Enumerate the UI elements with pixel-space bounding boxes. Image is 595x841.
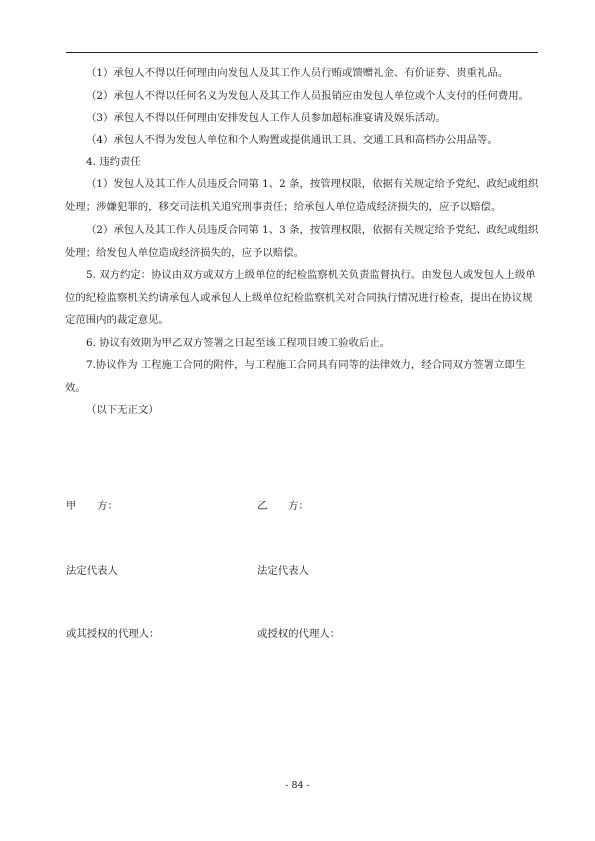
clause-1-4: （4）承包人不得为发包人单位和个人购置或提供通讯工具、交通工具和高档办公用品等。 xyxy=(86,134,498,146)
breach-clause-1: （1）发包人及其工作人员违反合同第 1、2 条，按管理权限，依据有关规定给予党纪、政纪或组织处理；涉嫌犯罪的，移交司法机关追究刑事责任；给承包人单位造成经济损失的，应予以赔偿。 xyxy=(65,178,539,213)
agent-b-label: 或授权的代理人： xyxy=(257,628,341,640)
no-more-text-note: （以下无正文） xyxy=(86,404,159,416)
page-number: - 84 - xyxy=(285,780,310,791)
clause-7: 7.协议作为 工程施工合同的附件，与工程施工合同具有同等的法律效力，经合同双方签署立即生效。 xyxy=(65,359,526,394)
section-heading-breach: 4. 违约责任 xyxy=(86,156,141,168)
party-b-label: 乙 方： xyxy=(257,500,309,512)
breach-clause-2: （2）承包人及其工作人员违反合同第 1、3 条，按管理权限，依据有关规定给予党纪、政纪或组织处理；给发包人单位造成经济损失的，应予以赔偿。 xyxy=(65,224,539,259)
agent-a-label: 或其授权的代理人： xyxy=(66,628,160,640)
header-rule xyxy=(66,52,538,53)
clause-6: 6. 协议有效期为甲乙双方签署之日起至该工程项目竣工验收后止。 xyxy=(86,337,391,349)
party-a-label: 甲 方： xyxy=(66,500,118,512)
legal-rep-a-label: 法定代表人 xyxy=(66,565,118,577)
clause-1-2: （2）承包人不得以任何名义为发包人及其工作人员报销应由发包人单位或个人支付的任何费用。 xyxy=(86,90,530,102)
clause-1-3: （3）承包人不得以任何理由安排发包人工作人员参加超标准宴请及娱乐活动。 xyxy=(86,112,446,124)
clause-1-1: （1）承包人不得以任何理由向发包人及其工作人员行贿或馈赠礼金、有价证券、贵重礼品。 xyxy=(86,67,509,79)
clause-5: 5. 双方约定：协议由双方或双方上级单位的纪检监察机关负责监督执行。由发包人或发包人上级单位的纪检监察机关约请承包人或承包人上级单位纪检监察机关对合同执行情况进行检查，提出在协议规定范围内的裁定意见。 xyxy=(65,269,536,326)
legal-rep-b-label: 法定代表人 xyxy=(257,565,309,577)
